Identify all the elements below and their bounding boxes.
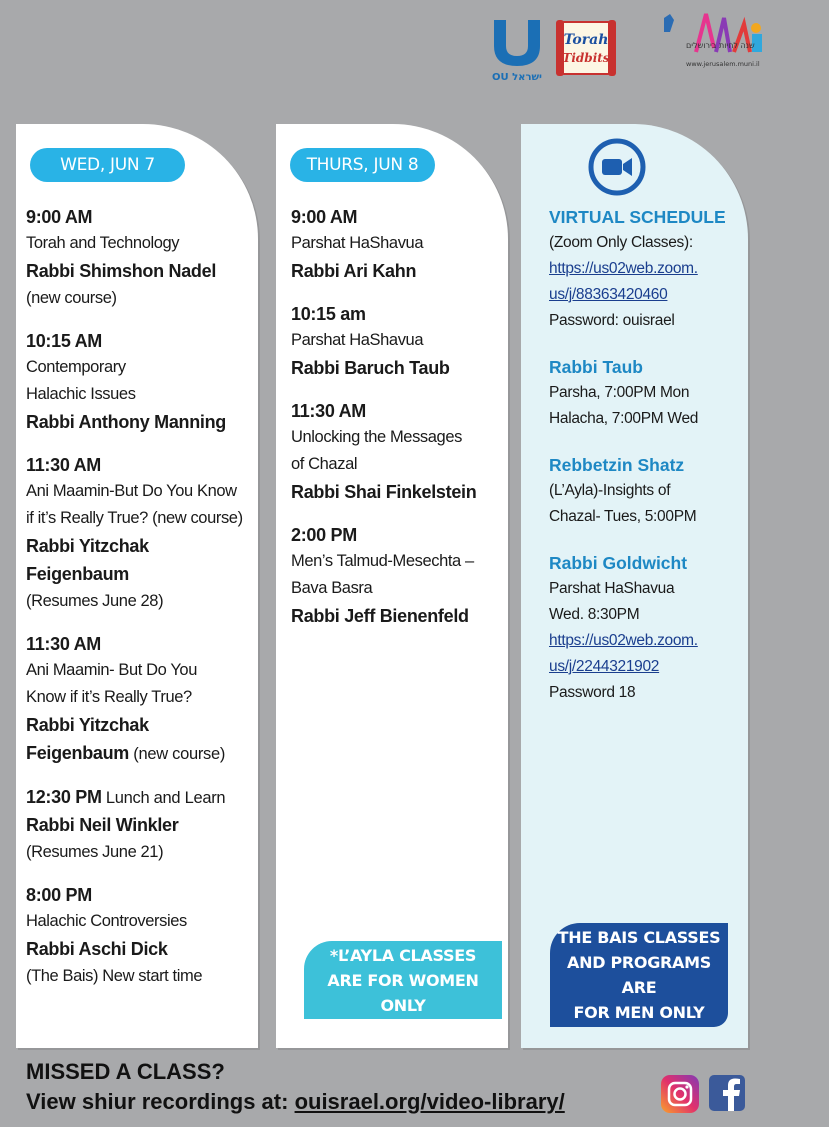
notice-line: AND PROGRAMS ARE [567,953,711,997]
zoom-link-2-part[interactable]: https://us02web.zoom. [549,632,698,649]
session-teacher-last: Feigenbaum [26,743,130,763]
notice-line: *L’AYLA CLASSES [329,945,477,965]
ou-israel-logo [488,12,546,84]
notice-line: ARE FOR WOMEN ONLY [327,970,479,1015]
facebook-icon[interactable] [708,1074,746,1112]
video-library-link[interactable]: ouisrael.org/video-library/ [294,1089,565,1114]
session [291,398,504,506]
instagram-icon[interactable] [660,1074,700,1114]
teacher-name: Rabbi Goldwicht [549,553,688,573]
session-time: 10:15 AM [26,331,102,351]
zoom-link-1-part[interactable]: https://us02web.zoom. [549,260,698,277]
session-topic: Know if it’s Really True? [26,688,192,706]
session-topic: Unlocking the Messages [291,428,462,446]
zoom-password-1: Password: ouisrael [549,312,675,329]
virtual-schedule-column [521,124,748,1048]
session-topic: Men’s Talmud-Mesechta – [291,552,474,570]
session-topic: if it’s Really True? (new course) [26,509,243,527]
session-time: 2:00 PM [291,525,357,545]
day-label-thu: THURS, JUN 8 [290,148,435,182]
zoom-link-2-part[interactable]: us/j/2244321902 [549,658,660,675]
session-topic: Halachic Issues [26,385,136,403]
session-topic: Contemporary [26,358,126,376]
session [26,204,254,312]
session-teacher: Rabbi Neil Winkler [26,815,179,835]
session [291,522,504,630]
svg-text:Tidbits: Tidbits [562,51,610,65]
session-topic: Halachic Controversies [26,912,187,930]
session-topic: Ani Maamin- But Do You [26,661,197,679]
class-topic: (L’Ayla)-Insights of [549,482,671,499]
virtual-subheading: (Zoom Only Classes): [549,234,693,251]
session-time: 9:00 AM [26,207,93,227]
sponsor-logos [486,8,776,86]
session-teacher: Rabbi Ari Kahn [291,261,417,281]
session-teacher: Rabbi Jeff Bienenfeld [291,606,469,626]
session-time: 10:15 am [291,304,366,324]
session-note: (new course) [26,289,117,307]
teacher-name: Rebbetzin Shatz [549,455,685,475]
session-note: (Resumes June 21) [26,843,164,861]
mens-only-notice [550,923,728,1027]
session [291,301,504,382]
session-time: 11:30 AM [26,634,101,654]
thursday-column [276,124,508,1048]
class-time: Wed. 8:30PM [549,606,640,623]
zoom-password-2: Password 18 [549,684,636,701]
session [291,204,504,285]
session-teacher: Rabbi Shimshon Nadel [26,261,217,281]
session [26,452,254,615]
session-topic: of Chazal [291,455,358,473]
session-topic: Ani Maamin-But Do You Know [26,482,237,500]
footer [26,1058,565,1118]
zoom-link-1-part[interactable]: us/j/88363420460 [549,286,668,303]
day-label-wed: WED, JUN 7 [30,148,185,182]
session-topic: Torah and Technology [26,234,180,252]
notice-line: FOR MEN ONLY [573,1003,705,1022]
session-topic: Parshat HaShavua [291,234,424,252]
svg-text:OU ישראל: OU ישראל [492,72,542,83]
svg-text:www.jerusalem.muni.il: www.jerusalem.muni.il [686,60,760,68]
session-time: 9:00 AM [291,207,358,227]
session-time: 11:30 AM [26,455,101,475]
session [26,328,254,436]
session-time: 8:00 PM [26,885,92,905]
session-time-line [26,784,254,811]
svg-text:שנה לחיות בירושלים: שנה לחיות בירושלים [686,41,755,50]
class-topic: Parshat HaShavua [549,580,675,597]
session-teacher: Rabbi Baruch Taub [291,358,450,378]
womens-only-notice [304,941,502,1019]
session [26,631,254,768]
virtual-schedule-heading: VIRTUAL SCHEDULE [549,207,726,227]
session-note-inline: (new course) [129,745,226,763]
session-note: (Resumes June 28) [26,592,164,610]
class-time: Halacha, 7:00PM Wed [549,410,699,427]
session-teacher: Rabbi Yitzchak [26,715,149,735]
session-teacher: Rabbi Aschi Dick [26,939,168,959]
class-time: Chazal- Tues, 5:00PM [549,508,697,525]
recordings-label: View shiur recordings at: [26,1089,295,1114]
session-teacher: Feigenbaum [26,564,130,584]
session [26,784,254,866]
session-time: 11:30 AM [291,401,366,421]
teacher-name: Rabbi Taub [549,357,643,377]
session-note: (The Bais) New start time [26,967,203,985]
session-topic: Parshat HaShavua [291,331,424,349]
session-topic: Bava Basra [291,579,373,597]
notice-line: THE BAIS CLASSES [557,928,721,947]
session-topic-inline: Lunch and Learn [101,789,226,807]
session [26,882,254,990]
session-teacher: Rabbi Shai Finkelstein [291,482,477,502]
svg-text:Torah: Torah [563,32,609,48]
class-time: Parsha, 7:00PM Mon [549,384,690,401]
zoom-link-1[interactable] [549,256,744,308]
missed-class-heading: MISSED A CLASS? [26,1059,225,1084]
wednesday-column [16,124,258,1048]
session-time: 12:30 PM [26,787,102,807]
session-teacher: Rabbi Anthony Manning [26,412,227,432]
zoom-link-2[interactable] [549,628,744,680]
torah-tidbits-logo [554,18,618,78]
jerusalem-municipality-logo [656,8,768,78]
session-teacher-line [26,739,254,768]
video-camera-icon [588,138,646,196]
recordings-line [26,1086,565,1118]
session-teacher: Rabbi Yitzchak [26,536,149,556]
